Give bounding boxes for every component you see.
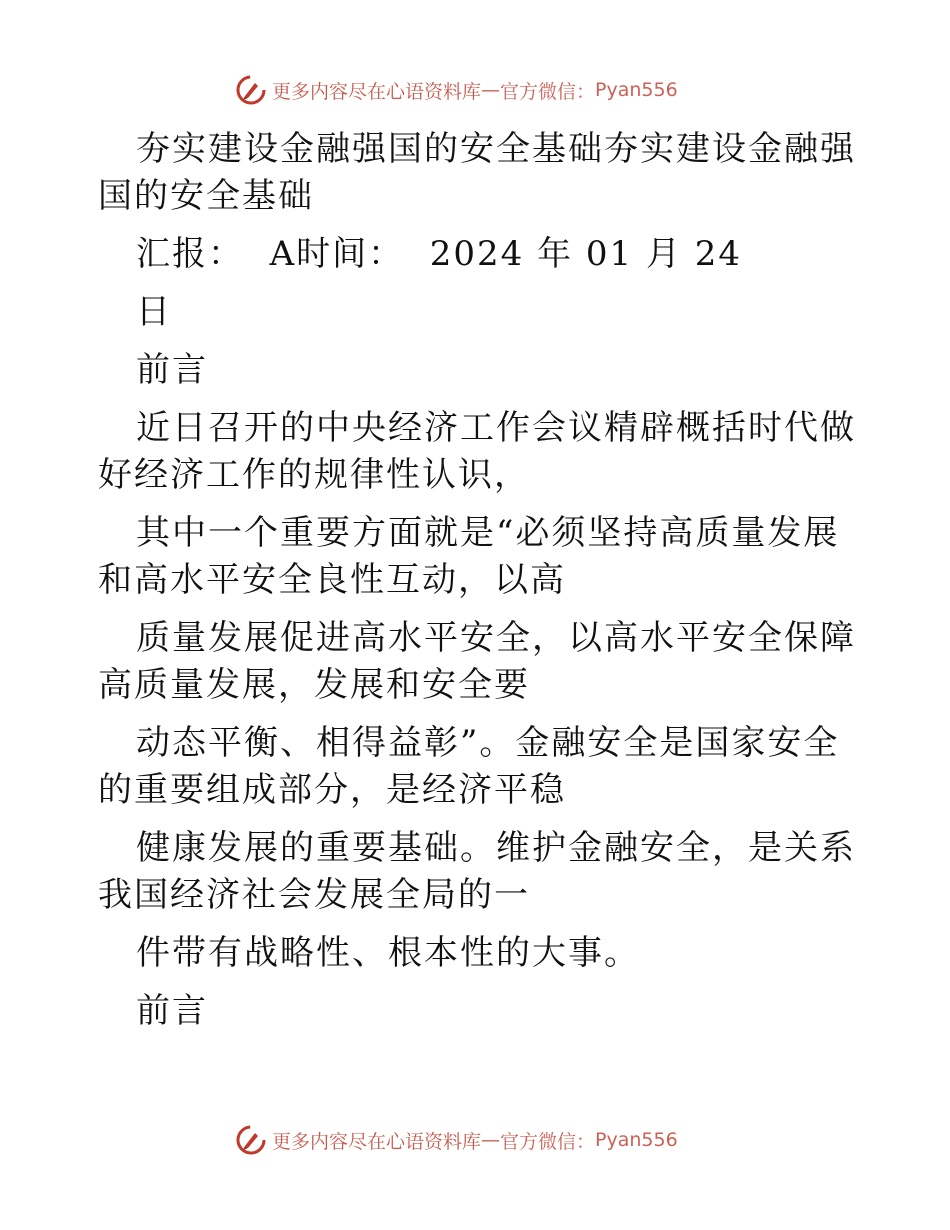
watermark-wechat-label: 官方微信： [500,1130,596,1153]
paragraph: 其中一个重要方面就是“必须坚持高质量发展和高水平安全良性互动，以高 [98,513,840,600]
paragraph: 近日召开的中央经济工作会议精辟概括时代做好经济工作的规律性认识， [98,408,856,495]
document-meta: 汇报： A时间： 2024 年 01 月 24 [136,234,743,274]
watermark-dash: — [481,1129,501,1151]
watermark-wechat-label: 官方微信： [500,80,596,103]
document-body [98,126,858,1046]
section-heading: 前言 [136,991,208,1031]
paragraph: 质量发展促进高水平安全，以高水平安全保障高质量发展，发展和安全要 [98,618,856,705]
watermark-wechat-id: Pyan556 [595,1129,678,1151]
paragraph: 动态平衡、相得益彰”。金融安全是国家安全的重要组成部分，是经济平稳 [98,723,840,810]
pen-logo-icon [236,75,266,105]
pen-logo-icon [236,1125,266,1155]
section-heading: 前言 [136,350,208,390]
paragraph: 件带有战略性、根本性的大事。 [136,933,640,973]
watermark-site-text: 更多内容尽在心语资料库 [272,1130,482,1153]
watermark-site-text: 更多内容尽在心语资料库 [272,80,482,103]
footer-watermark [236,1122,678,1158]
watermark-wechat-id: Pyan556 [595,79,678,101]
paragraph: 健康发展的重要基础。维护金融安全，是关系我国经济社会发展全局的一 [98,828,856,915]
header-watermark [236,72,678,108]
watermark-dash: — [481,79,501,101]
document-title: 夯实建设金融强国的安全基础夯实建设金融强国的安全基础 [98,129,856,216]
document-meta-tail: 日 [136,292,172,332]
